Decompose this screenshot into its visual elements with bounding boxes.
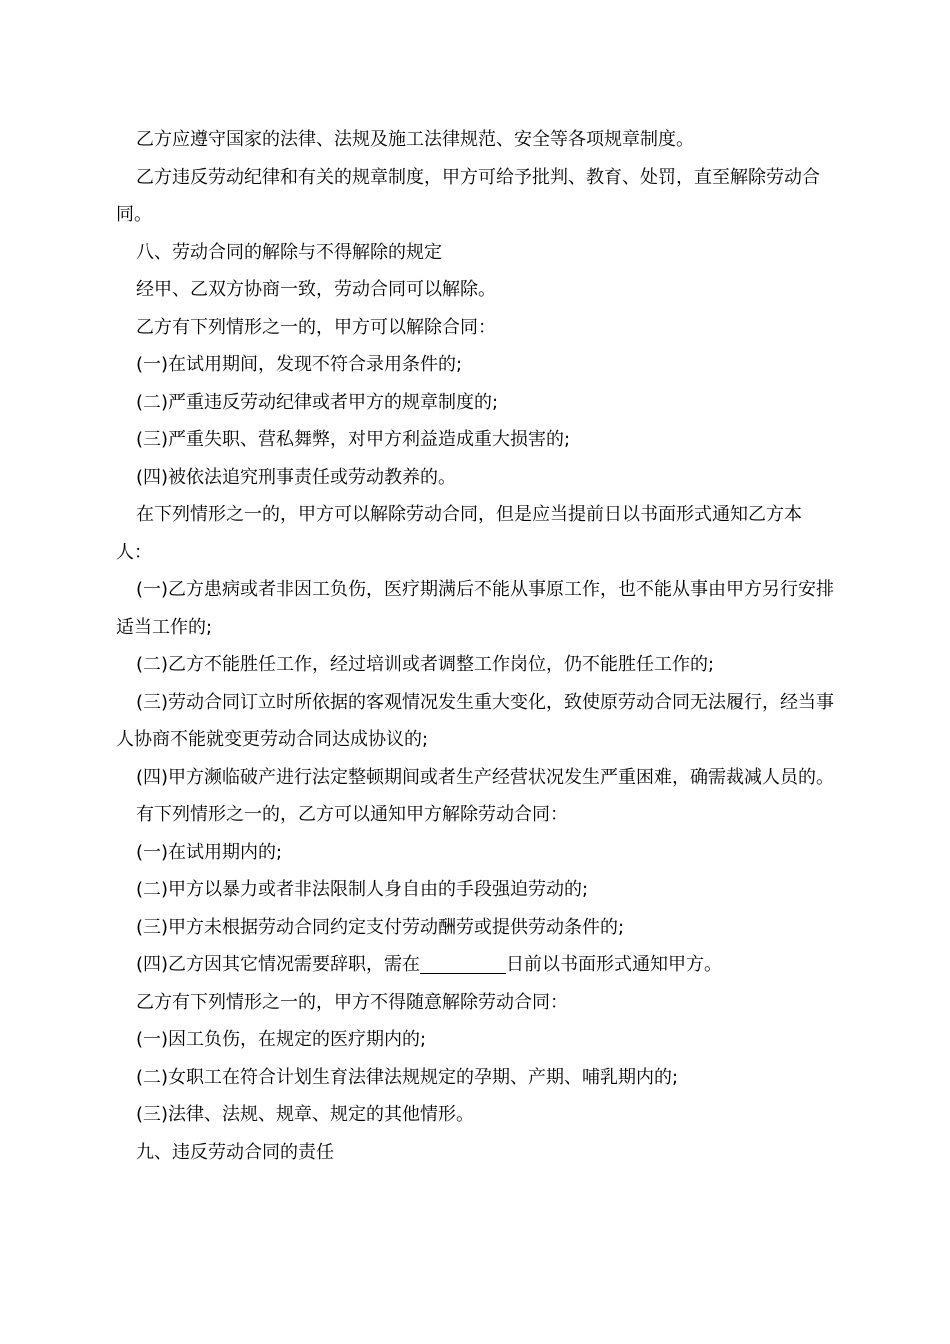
document-body <box>116 121 836 1171</box>
days-blank-field <box>420 955 506 974</box>
resignation-text-after: 日前以书面形式通知甲方。 <box>506 954 723 975</box>
paragraph-comply-laws: 乙方应遵守国家的法律、法规及施工法律规范、安全等各项规章制度。 <box>136 129 694 150</box>
list-item: (一)乙方患病或者非因工负伤，医疗期满后不能从事原工作，也不能从事由甲方另行安排适当工作的; <box>116 579 835 638</box>
section-heading-8: 八、劳动合同的解除与不得解除的规定 <box>136 241 442 263</box>
list-item: (三)严重失职、营私舞弊，对甲方利益造成重大损害的; <box>136 429 571 450</box>
list-item: (一)在试用期间，发现不符合录用条件的; <box>136 354 463 375</box>
list-item: (二)乙方不能胜任工作，经过培训或者调整工作岗位，仍不能胜任工作的; <box>136 654 715 675</box>
list-item: (三)法律、法规、规章、规定的其他情形。 <box>136 1104 475 1125</box>
paragraph-mutual-agreement: 经甲、乙双方协商一致，劳动合同可以解除。 <box>136 279 496 300</box>
paragraph-may-not-terminate: 乙方有下列情形之一的，甲方不得随意解除劳动合同： <box>136 991 568 1013</box>
resignation-text-before: (四)乙方因其它情况需要辞职，需在 <box>136 954 421 975</box>
list-item: (四)被依法追究刑事责任或劳动教养的。 <box>136 466 457 488</box>
list-item: (二)严重违反劳动纪律或者甲方的规章制度的; <box>136 391 499 413</box>
list-item-resignation-notice <box>116 946 836 984</box>
paragraph-party-b-may-terminate: 有下列情形之一的，乙方可以通知甲方解除劳动合同： <box>136 804 568 825</box>
list-item: (三)劳动合同订立时所依据的客观情况发生重大变化，致使原劳动合同无法履行，经当事人协商不能就变更劳动合同达成协议的; <box>116 691 835 750</box>
paragraph-violation-discipline: 乙方违反劳动纪律和有关的规章制度，甲方可给予批判、教育、处罚，直至解除劳动合同。 <box>116 166 820 225</box>
paragraph-advance-notice: 在下列情形之一的，甲方可以解除劳动合同，但是应当提前日以书面形式通知乙方本人： <box>116 504 802 563</box>
list-item: (二)女职工在符合计划生育法律法规规定的孕期、产期、哺乳期内的; <box>136 1066 679 1088</box>
list-item: (一)因工负伤，在规定的医疗期内的; <box>136 1029 427 1050</box>
list-item: (一)在试用期内的; <box>136 841 283 863</box>
list-item: (二)甲方以暴力或者非法限制人身自由的手段强迫劳动的; <box>136 879 589 900</box>
list-item: (四)甲方濒临破产进行法定整顿期间或者生产经营状况发生严重困难，确需裁减人员的。 <box>136 766 835 788</box>
section-heading-9: 九、违反劳动合同的责任 <box>136 1141 334 1163</box>
list-item: (三)甲方未根据劳动合同约定支付劳动酬劳或提供劳动条件的; <box>136 916 625 938</box>
paragraph-party-a-may-terminate: 乙方有下列情形之一的，甲方可以解除合同： <box>136 316 496 338</box>
